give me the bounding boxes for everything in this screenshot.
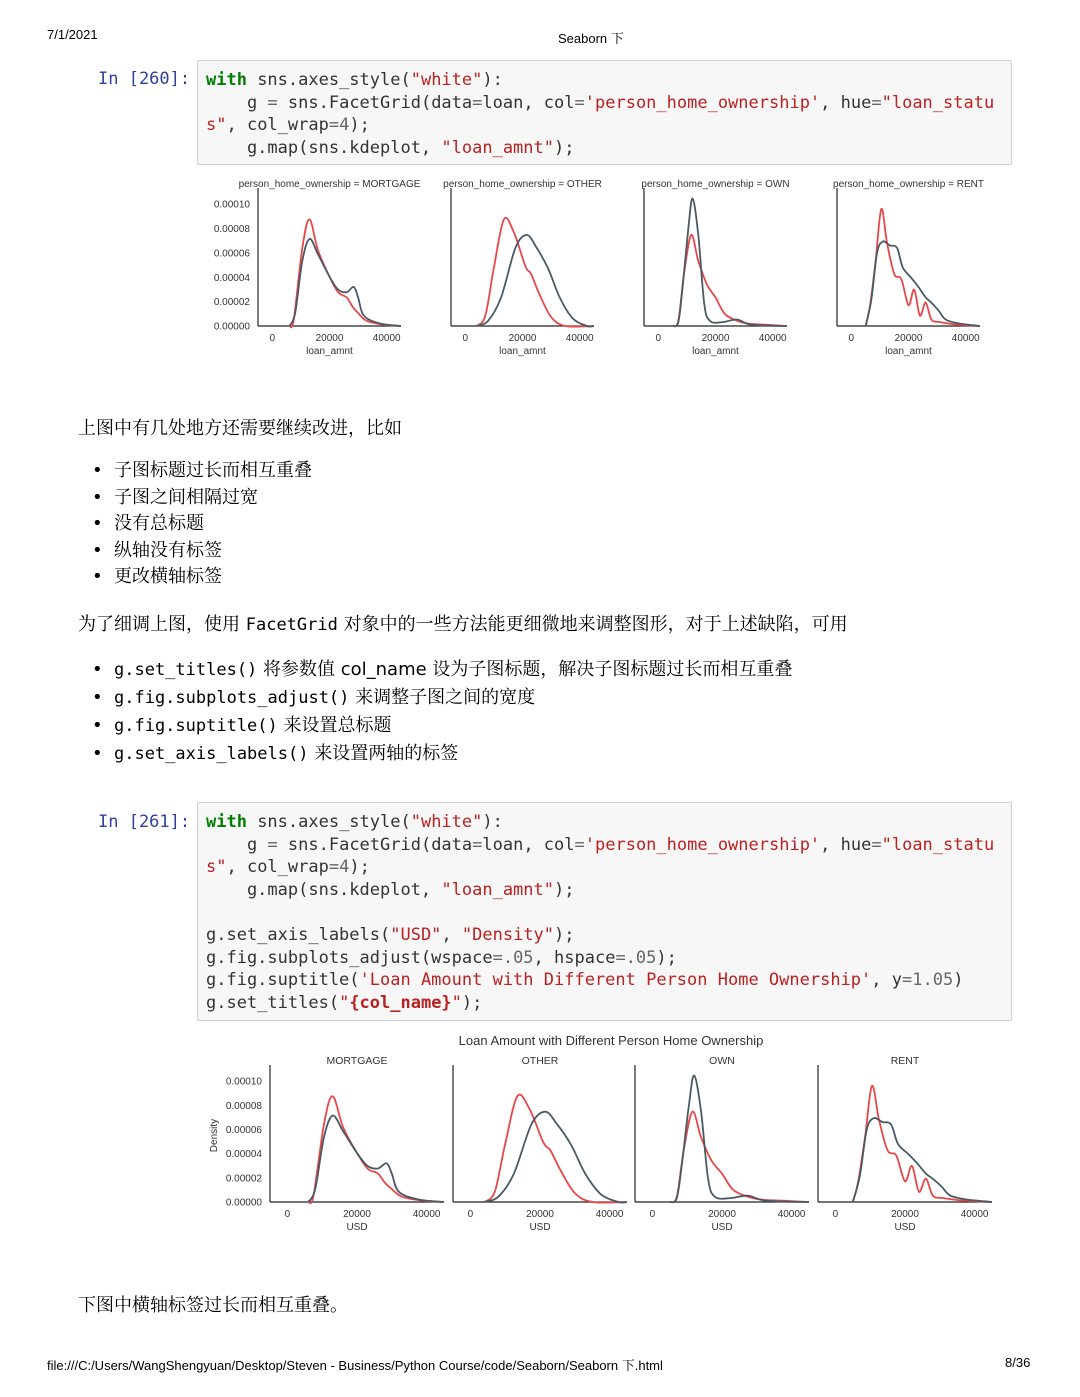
x-tick-label: 20000 <box>708 1209 736 1220</box>
print-title: Seaborn 下 <box>558 31 624 46</box>
x-tick-label: 40000 <box>951 333 980 344</box>
list-item <box>78 740 792 768</box>
method-code: g.fig.subplots_adjust() <box>114 688 350 708</box>
panel-title: person_home_ownership = MORTGAGE <box>238 179 421 190</box>
kde-curve <box>477 235 594 327</box>
print-date: 7/1/2021 <box>47 27 98 42</box>
code-cell[interactable] <box>197 802 1012 1021</box>
y-tick-label: 0.00000 <box>225 1197 262 1209</box>
x-tick-label: 40000 <box>758 333 787 344</box>
panel-title: OTHER <box>521 1055 559 1067</box>
x-tick-label: 0 <box>832 1209 839 1220</box>
x-tick-label: 40000 <box>565 333 594 344</box>
paragraph-overlap-note: 下图中横轴标签过长而相互重叠。 <box>78 1295 348 1316</box>
y-tick-label: 0.00002 <box>225 1173 262 1185</box>
list-item <box>78 656 792 684</box>
kde-curve <box>670 1076 809 1203</box>
kde-curve <box>673 235 787 327</box>
facet-panel <box>641 179 789 357</box>
x-tick-label: 20000 <box>315 333 344 344</box>
x-tick-label: 0 <box>462 333 469 344</box>
kde-curve <box>853 1118 992 1202</box>
x-tick-label: 0 <box>655 333 662 344</box>
facet-panel <box>270 1055 444 1233</box>
facet-kde-chart-2 <box>195 1028 1010 1238</box>
facetgrid-code: FacetGrid <box>245 615 338 635</box>
x-tick-label: 40000 <box>960 1209 989 1220</box>
x-tick-label: 40000 <box>372 333 401 344</box>
list-item: • 更改横轴标签 <box>78 564 312 591</box>
y-tick-label: 0.00006 <box>225 1124 262 1136</box>
code-block: with sns.axes_style("white"): g = sns.FacetGrid(data=loan, col='person_home_ownership', hue="loan_statu s", col_wrap=4); g.map(sns.kdeplot, "loan_amnt"); <box>206 70 995 158</box>
facet-kde-chart-1 <box>195 172 1010 372</box>
x-axis-label: loan_amnt <box>306 346 353 357</box>
x-tick-label: 0 <box>649 1209 656 1220</box>
code-cell[interactable] <box>197 60 1012 165</box>
cell-prompt: In [260]: <box>98 69 191 89</box>
x-tick-label: 0 <box>269 333 276 344</box>
print-path: file:///C:/Users/WangShengyuan/Desktop/Steven - Business/Python Course/code/Seaborn/Seaborn 下.html <box>47 1358 663 1373</box>
kde-curve <box>853 1086 992 1202</box>
panel-title: person_home_ownership = RENT <box>833 179 984 190</box>
y-tick-label: 0.00002 <box>213 297 250 309</box>
list-item <box>78 684 792 712</box>
x-axis-label: USD <box>711 1222 733 1233</box>
method-code: g.fig.suptitle() <box>114 716 278 736</box>
paragraph-improvements: 上图中有几处地方还需要继续改进，比如 <box>78 418 402 439</box>
facet-panel <box>239 179 421 357</box>
methods-list <box>78 656 792 768</box>
y-tick-label: 0.00006 <box>213 248 250 260</box>
method-desc: 来设置两轴的标签 <box>308 743 459 764</box>
facet-panel <box>818 1055 992 1233</box>
x-tick-label: 20000 <box>891 1209 919 1220</box>
facet-panel <box>443 179 602 357</box>
x-tick-label: 40000 <box>777 1209 806 1220</box>
kde-curve <box>308 1116 444 1202</box>
x-tick-label: 20000 <box>508 333 537 344</box>
x-axis-label: loan_amnt <box>692 346 739 357</box>
x-tick-label: 40000 <box>595 1209 624 1220</box>
issues-list <box>78 458 312 591</box>
facet-panel <box>833 179 984 357</box>
y-axis-label: Density <box>209 1118 220 1153</box>
cell-prompt: In [261]: <box>98 812 191 832</box>
x-tick-label: 0 <box>467 1209 474 1220</box>
kde-curve <box>866 209 980 326</box>
x-axis-label: USD <box>529 1222 551 1233</box>
chart-suptitle: Loan Amount with Different Person Home Ownership <box>458 1033 764 1048</box>
kde-curve <box>290 219 402 327</box>
list-item: • 纵轴没有标签 <box>78 538 312 565</box>
x-tick-label: 20000 <box>701 333 730 344</box>
x-tick-label: 20000 <box>894 333 923 344</box>
x-axis-label: USD <box>346 1222 368 1233</box>
panel-title: person_home_ownership = OWN <box>641 179 790 190</box>
x-tick-label: 0 <box>848 333 855 344</box>
list-item <box>78 712 792 740</box>
y-tick-label: 0.00008 <box>213 224 250 236</box>
y-tick-label: 0.00010 <box>213 199 250 211</box>
method-code: g.set_axis_labels() <box>114 744 309 764</box>
facet-panel <box>453 1055 627 1233</box>
list-item: • 没有总标题 <box>78 511 312 538</box>
kde-curve <box>484 1095 627 1203</box>
y-tick-label: 0.00008 <box>225 1100 262 1112</box>
intro-text-end: 对象中的一些方法能更细微地来调整图形，对于上述缺陷，可用 <box>337 614 848 635</box>
facet-panel <box>635 1055 809 1233</box>
method-desc: 来设置总标题 <box>277 715 392 736</box>
kde-curve <box>673 199 787 327</box>
x-tick-label: 20000 <box>526 1209 554 1220</box>
method-code: g.set_titles() <box>114 660 258 680</box>
kde-curve <box>866 241 980 326</box>
kde-curve <box>484 1112 627 1203</box>
method-desc: 将参数值 col_name 设为子图标题，解决子图标题过长而相互重叠 <box>257 659 793 680</box>
y-tick-label: 0.00004 <box>213 272 250 284</box>
panel-title: RENT <box>890 1055 920 1067</box>
kde-curve <box>290 239 402 326</box>
y-tick-label: 0.00004 <box>225 1149 262 1161</box>
x-axis-label: USD <box>894 1222 916 1233</box>
x-tick-label: 20000 <box>343 1209 371 1220</box>
list-item: • 子图标题过长而相互重叠 <box>78 458 312 485</box>
x-axis-label: loan_amnt <box>885 346 932 357</box>
intro-text: 为了细调上图，使用 <box>78 614 246 635</box>
print-page-number: 8/36 <box>1005 1355 1031 1370</box>
paragraph-methods-intro <box>78 610 848 636</box>
x-axis-label: loan_amnt <box>499 346 546 357</box>
method-desc: 来调整子图之间的宽度 <box>349 687 536 708</box>
kde-curve <box>670 1112 809 1203</box>
panel-title: OWN <box>709 1055 735 1067</box>
kde-curve <box>308 1096 444 1203</box>
y-tick-label: 0.00010 <box>225 1076 262 1088</box>
x-tick-label: 40000 <box>412 1209 441 1220</box>
list-item: • 子图之间相隔过宽 <box>78 485 312 512</box>
y-tick-label: 0.00000 <box>213 321 250 333</box>
panel-title: MORTGAGE <box>326 1055 388 1067</box>
panel-title: person_home_ownership = OTHER <box>443 179 602 190</box>
code-block: with sns.axes_style("white"): g = sns.FacetGrid(data=loan, col='person_home_ownership', hue="loan_statu s", col_wrap=4); g.map(sns.kdeplot, "loan_amnt"); g.set_axis_labels("USD", "Density"); g.fig.subplots_adjust(wspace=.05, hspace=.05); g.fig.suptitle('Loan Amount with Different Person Home Ownership', y=1.05) g.set_titles("{col_name}"); <box>206 812 995 1013</box>
x-tick-label: 0 <box>284 1209 291 1220</box>
